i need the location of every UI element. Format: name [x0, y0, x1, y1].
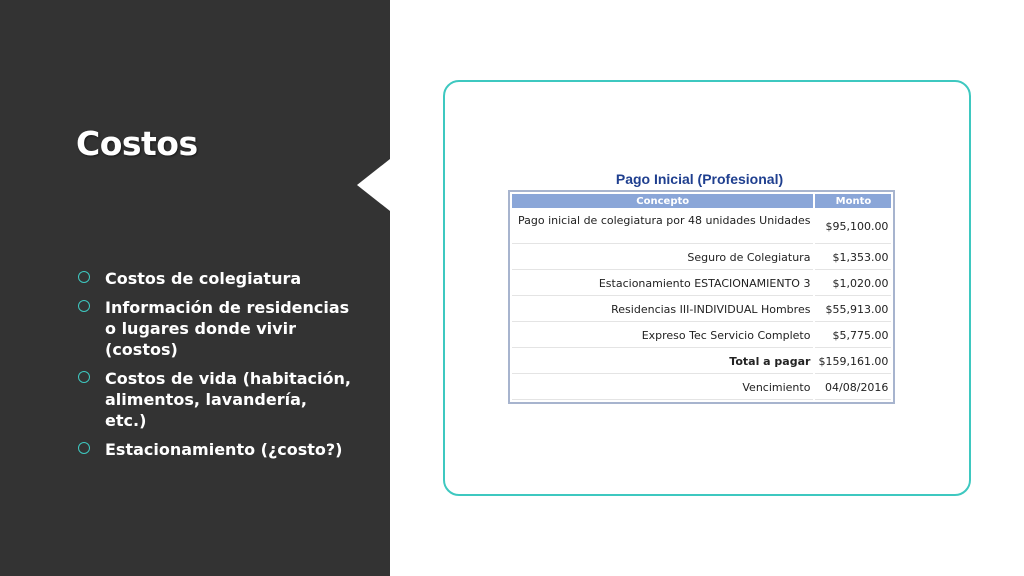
row-concept: Pago inicial de colegiatura por 48 unidades Unidades [512, 210, 813, 244]
payment-table [508, 190, 895, 404]
bullet-item [78, 268, 353, 289]
total-amount: $159,161.00 [815, 350, 891, 374]
bullet-item [78, 368, 353, 431]
table-row [512, 210, 891, 244]
row-amount: $1,353.00 [815, 246, 891, 270]
row-amount: $1,020.00 [815, 272, 891, 296]
circle-bullet-icon [78, 442, 90, 454]
due-row [512, 376, 891, 400]
bullet-text: Información de residencias o lugares donde vivir (costos) [105, 298, 350, 359]
bullet-item [78, 439, 353, 460]
bullet-text: Costos de colegiatura [105, 269, 302, 288]
table-row [512, 246, 891, 270]
header-amount: Monto [815, 194, 891, 208]
bullet-text: Costos de vida (habitación, alimentos, lavandería, etc.) [105, 369, 351, 430]
bullet-text: Estacionamiento (¿costo?) [105, 440, 343, 459]
table-caption: Pago Inicial (Profesional) [615, 171, 784, 187]
row-concept: Estacionamiento ESTACIONAMIENTO 3 [512, 272, 813, 296]
row-concept: Residencias III-INDIVIDUAL Hombres [512, 298, 813, 322]
row-concept: Expreso Tec Servicio Completo [512, 324, 813, 348]
due-date: 04/08/2016 [815, 376, 891, 400]
slide-title: Costos [76, 124, 198, 163]
table-row [512, 324, 891, 348]
table-header-row [512, 194, 891, 208]
bullet-list [78, 268, 353, 468]
table-row [512, 272, 891, 296]
circle-bullet-icon [78, 371, 90, 383]
circle-bullet-icon [78, 300, 90, 312]
row-amount: $5,775.00 [815, 324, 891, 348]
header-concept: Concepto [512, 194, 813, 208]
panel-notch [357, 159, 390, 211]
table-row [512, 298, 891, 322]
row-concept: Seguro de Colegiatura [512, 246, 813, 270]
circle-bullet-icon [78, 271, 90, 283]
total-row [512, 350, 891, 374]
total-label: Total a pagar [512, 350, 813, 374]
due-label: Vencimiento [512, 376, 813, 400]
bullet-item [78, 297, 353, 360]
row-amount: $95,100.00 [815, 210, 891, 244]
row-amount: $55,913.00 [815, 298, 891, 322]
